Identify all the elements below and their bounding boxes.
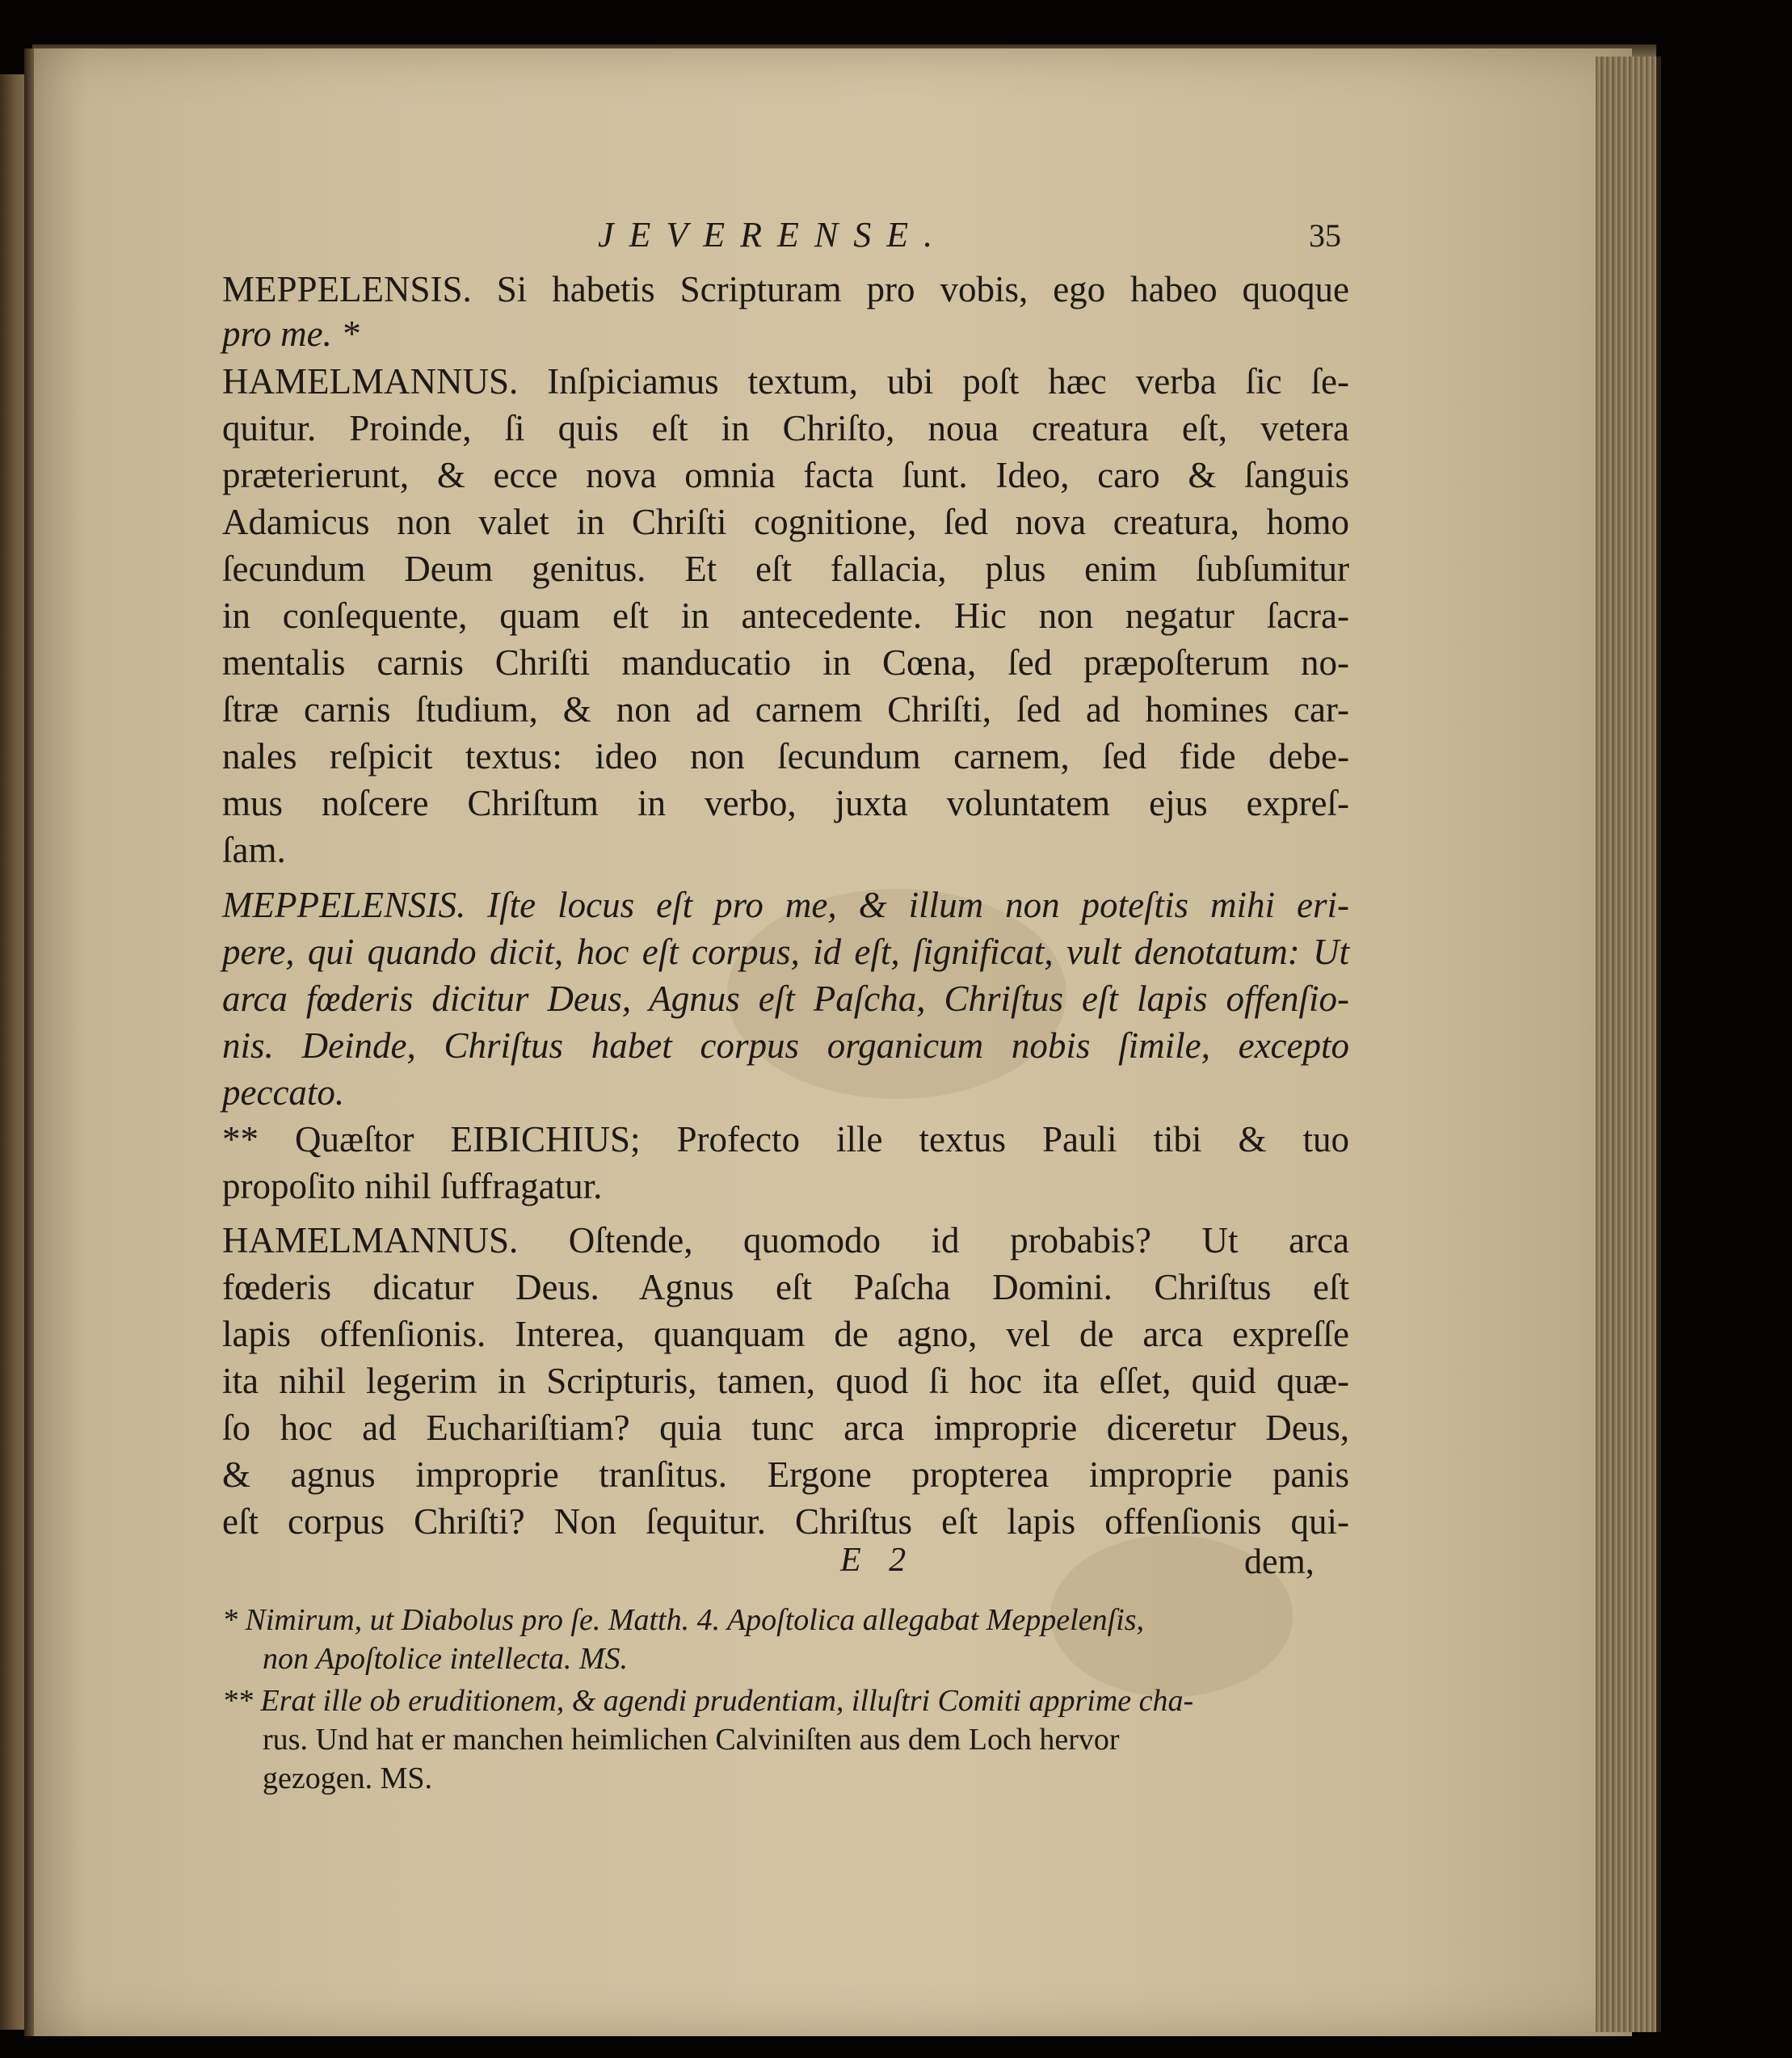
- body-line: præterierunt, & ecce nova omnia facta ſunt. Ideo, caro & ſanguis: [222, 455, 1349, 495]
- body-line: nis. Deinde, Chriſtus habet corpus organicum nobis ſimile, excepto: [222, 1025, 1349, 1066]
- footnote-line: rus. Und hat er manchen heimlichen Calviniſten aus dem Loch hervor: [263, 1723, 1120, 1757]
- body-line: pro me. *: [222, 314, 360, 354]
- page-stack-edge: [1596, 57, 1661, 2032]
- body-line: in conſequente, quam eſt in antecedente. Hic non negatur ſacra-: [222, 596, 1349, 636]
- body-line: ſo hoc ad Euchariſtiam? quia tunc arca improprie diceretur Deus,: [222, 1408, 1349, 1448]
- body-line: MEPPELENSIS. Si habetis Scripturam pro vobis, ego habeo quoque: [222, 269, 1349, 309]
- footnote-line: gezogen. MS.: [263, 1761, 433, 1795]
- body-line: arca fœderis dicitur Deus, Agnus eſt Paſcha, Chriſtus eſt lapis offenſio-: [222, 978, 1349, 1019]
- body-line: ſecundum Deum genitus. Et eſt fallacia, plus enim ſubſumitur: [222, 549, 1349, 589]
- body-line: ſam.: [222, 830, 286, 870]
- body-line: eſt corpus Chriſti? Non ſequitur. Chriſtus eſt lapis offenſionis qui-: [222, 1501, 1349, 1542]
- body-line: propoſito nihil ſuffragatur.: [222, 1166, 603, 1206]
- footnote-line: * Nimirum, ut Diabolus pro ſe. Matth. 4. Apoſtolica allegabat Meppelenſis,: [222, 1603, 1144, 1637]
- body-line: nales reſpicit textus: ideo non ſecundum carnem, ſed fide debe-: [222, 736, 1349, 776]
- body-line: fœderis dicatur Deus. Agnus eſt Paſcha Domini. Chriſtus eſt: [222, 1267, 1349, 1307]
- running-head: JEVERENSE.: [598, 215, 949, 255]
- body-line: HAMELMANNUS. Oſtende, quomodo id probabis? Ut arca: [222, 1220, 1349, 1260]
- body-line: & agnus improprie tranſitus. Ergone propterea improprie panis: [222, 1454, 1349, 1495]
- body-line: quitur. Proinde, ſi quis eſt in Chriſto, noua creatura eſt, vetera: [222, 408, 1349, 448]
- body-line: ** Quæſtor EIBICHIUS; Profecto ille textus Pauli tibi & tuo: [222, 1119, 1349, 1159]
- body-line: HAMELMANNUS. Inſpiciamus textum, ubi poſt hæc verba ſic ſe-: [222, 361, 1349, 402]
- body-line: mus noſcere Chriſtum in verbo, juxta voluntatem ejus expreſ-: [222, 783, 1349, 823]
- body-line: peccato.: [222, 1072, 345, 1113]
- body-line: MEPPELENSIS. Iſte locus eſt pro me, & illum non poteſtis mihi eri-: [222, 885, 1349, 925]
- page-number: 35: [1309, 217, 1341, 254]
- body-line: pere, qui quando dicit, hoc eſt corpus, id eſt, ſignificat, vult denotatum: Ut: [222, 932, 1349, 972]
- catchword: dem,: [1244, 1542, 1315, 1581]
- body-line: ita nihil legerim in Scripturis, tamen, quod ſi hoc ita eſſet, quid quæ-: [222, 1361, 1349, 1401]
- body-line: ſtræ carnis ſtudium, & non ad carnem Chriſti, ſed ad homines car-: [222, 689, 1349, 730]
- footnote-line: non Apoſtolice intellecta. MS.: [263, 1642, 629, 1676]
- body-line: lapis offenſionis. Interea, quanquam de agno, vel de arca expreſſe: [222, 1314, 1349, 1354]
- page-gutter: [24, 48, 34, 2036]
- footnote-line: ** Erat ille ob eruditionem, & agendi prudentiam, illuſtri Comiti apprime cha-: [222, 1684, 1194, 1718]
- body-line: mentalis carnis Chriſti manducatio in Cœna, ſed præpoſterum no-: [222, 642, 1349, 683]
- signature-mark: E 2: [840, 1542, 916, 1579]
- body-line: Adamicus non valet in Chriſti cognitione, ſed nova creatura, homo: [222, 502, 1349, 542]
